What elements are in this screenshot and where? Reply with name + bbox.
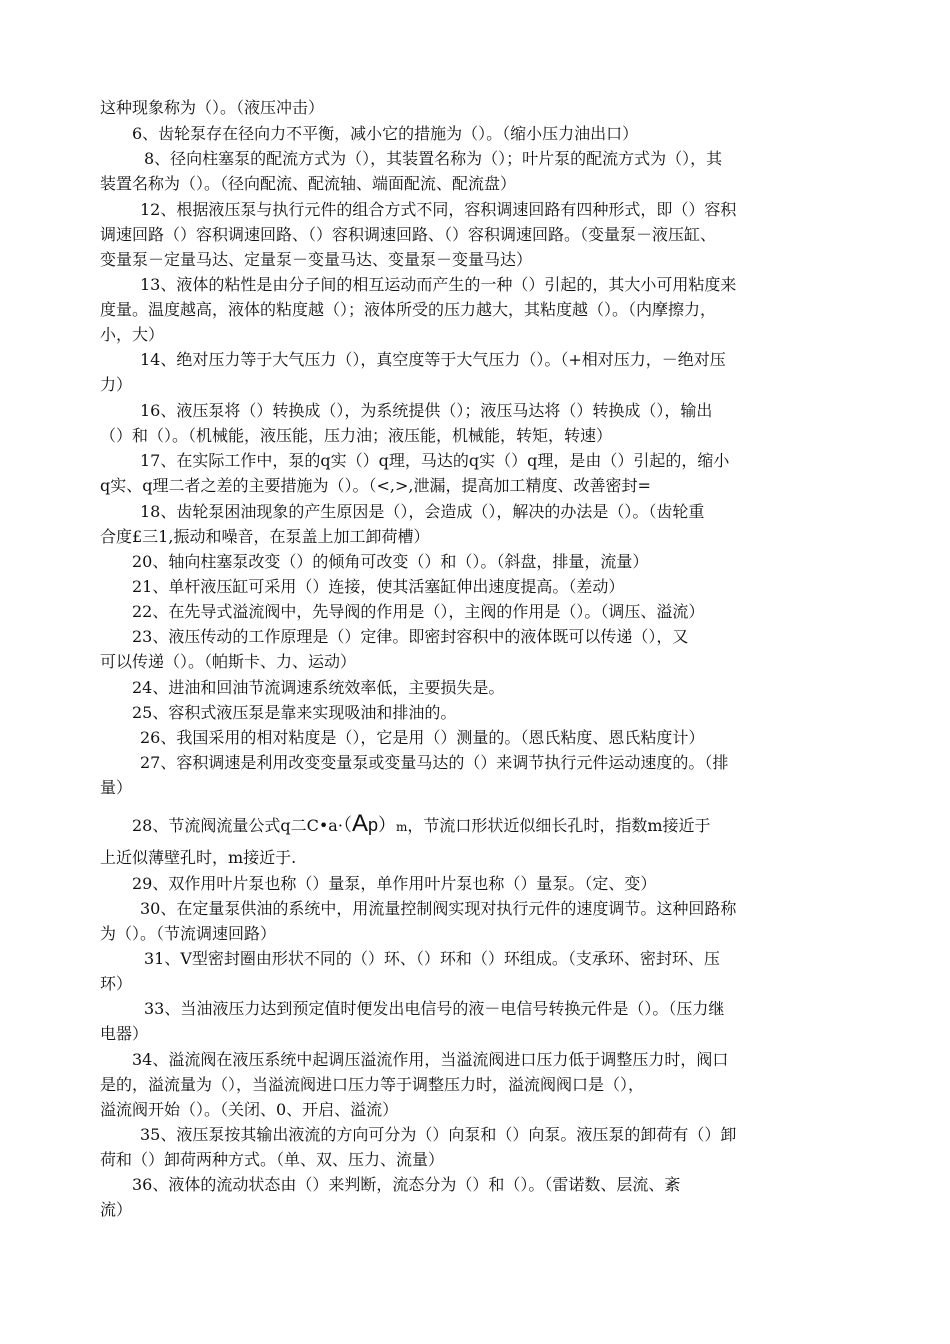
- text-line: 装置名称为（）。（径向配流、配流轴、端面配流、配流盘）: [100, 174, 517, 193]
- formula-exponent: m: [395, 820, 408, 834]
- text-line: 35、液压泵按其输出液流的方向可分为（）向泵和（）向泵。液压泵的卸荷有（）卸: [140, 1125, 737, 1144]
- text-line: 36、液体的流动状态由（）来判断，流态分为（）和（）。（雷诺数、层流、紊: [132, 1175, 681, 1194]
- formula-delta-a: A: [351, 810, 368, 837]
- text-line: 12、根据液压泵与执行元件的组合方式不同，容积调速回路有四种形式，即（）容积: [140, 200, 737, 219]
- text-line: 30、在定量泵供油的系统中，用流量控制阀实现对执行元件的速度调节。这种回路称: [140, 899, 737, 918]
- text-line: 度量。温度越高，液体的粘度越（）；液体所受的压力越大，其粘度越（）。（内摩擦力，: [100, 300, 717, 319]
- text-line: 25、容积式液压泵是靠来实现吸油和排油的。: [132, 703, 457, 722]
- text-line: 小，大）: [100, 325, 165, 344]
- text-line: 34、溢流阀在液压系统中起调压溢流作用，当溢流阀进口压力低于调整压力时，阀口: [132, 1050, 729, 1069]
- text-line: 23、液压传动的工作原理是（）定律。即密封容积中的液体既可以传递（），又: [132, 627, 689, 646]
- text-line: 量）: [100, 778, 133, 797]
- text-line: 上近似薄壁孔时，m接近于.: [100, 848, 297, 867]
- text-line: 为（）。（节流调速回路）: [100, 924, 277, 943]
- text-line: 变量泵－定量马达、定量泵－变量马达、变量泵－变量马达）: [100, 250, 533, 269]
- text-line: q实、q理二者之差的主要措施为（）。（<,>,泄漏，提高加工精度、改善密封=: [100, 476, 651, 495]
- text-line: 21、单杆液压缸可采用（）连接，使其活塞缸伸出速度提高。（差动）: [132, 577, 625, 596]
- text-line: 环）: [100, 974, 133, 993]
- text-line: 8、径向柱塞泵的配流方式为（），其装置名称为（）；叶片泵的配流方式为（），其: [144, 149, 723, 168]
- text-line: 33、当油液压力达到预定值时便发出电信号的液－电信号转换元件是（）。（压力继: [144, 999, 725, 1018]
- text-line: 31、V型密封圈由形状不同的（）环、（）环和（）环组成。（支承环、密封环、压: [144, 949, 720, 968]
- formula-delta-p: p: [367, 815, 378, 835]
- text-line: 调速回路（）容积调速回路、（）容积调速回路、（）容积调速回路。（变量泵－液压缸、: [100, 225, 717, 244]
- formula-close-paren: ）: [377, 815, 396, 835]
- text-line: 16、液压泵将（）转换成（），为系统提供（）；液压马达将（）转换成（），输出: [140, 401, 713, 420]
- text-line: 溢流阀开始（）。（关闭、0、开启、溢流）: [100, 1100, 399, 1119]
- text-line: 24、进油和回油节流调速系统效率低，主要损失是。: [132, 678, 505, 697]
- text-line: 荷和（）卸荷两种方式。（单、双、压力、流量）: [100, 1150, 445, 1169]
- text-line: 13、液体的粘性是由分子间的相互运动而产生的一种（）引起的，其大小可用粘度来: [140, 275, 737, 294]
- text-line: 22、在先导式溢流阀中，先导阀的作用是（），主阀的作用是（）。（调压、溢流）: [132, 602, 705, 621]
- text-line: 力）: [100, 375, 133, 394]
- text-line: 27、容积调速是利用改变变量泵或变量马达的（）来调节执行元件运动速度的。（排: [140, 753, 729, 772]
- formula-prefix: 28、节流阀流量公式: [132, 816, 281, 835]
- text-line: 合度£三1,振动和噪音，在泵盖上加工卸荷槽）: [100, 527, 430, 546]
- text-line: 这种现象称为（）。（液压冲击）: [100, 98, 325, 117]
- formula-operator: 二C•a·: [290, 816, 343, 835]
- formula-open-paren: （: [342, 815, 352, 835]
- text-line: 可以传递（）。（帕斯卡、力、运动）: [100, 652, 357, 671]
- text-line: 是的，溢流量为（），当溢流阀进口压力等于调整压力时，溢流阀阀口是（），: [100, 1075, 645, 1094]
- text-line: 29、双作用叶片泵也称（）量泵，单作用叶片泵也称（）量泵。（定、变）: [132, 874, 657, 893]
- text-line: 20、轴向柱塞泵改变（）的倾角可改变（）和（）。（斜盘，排量，流量）: [132, 552, 649, 571]
- flow-formula-line: [132, 808, 711, 840]
- text-line: 6、齿轮泵存在径向力不平衡，减小它的措施为（）。（缩小压力油出口）: [132, 124, 639, 143]
- text-line: 18、齿轮泵困油现象的产生原因是（），会造成（），解决的办法是（）。（齿轮重: [140, 502, 705, 521]
- text-line: 14、绝对压力等于大气压力（），真空度等于大气压力（）。（+相对压力，－绝对压: [140, 350, 726, 369]
- text-line: 流）: [100, 1200, 133, 1219]
- text-line: 17、在实际工作中，泵的q实（）q理，马达的q实（）q理，是由（）引起的，缩小: [140, 451, 730, 470]
- formula-suffix: ，节流口形状近似细长孔时，指数m接近于: [407, 816, 711, 835]
- text-line: 26、我国采用的相对粘度是（），它是用（）测量的。（恩氏粘度、恩氏粘度计）: [140, 728, 705, 747]
- formula-q: q: [280, 816, 291, 835]
- text-line: （）和（）。（机械能，液压能，压力油；液压能，机械能，转矩，转速）: [100, 426, 613, 445]
- text-line: 电器）: [100, 1024, 149, 1043]
